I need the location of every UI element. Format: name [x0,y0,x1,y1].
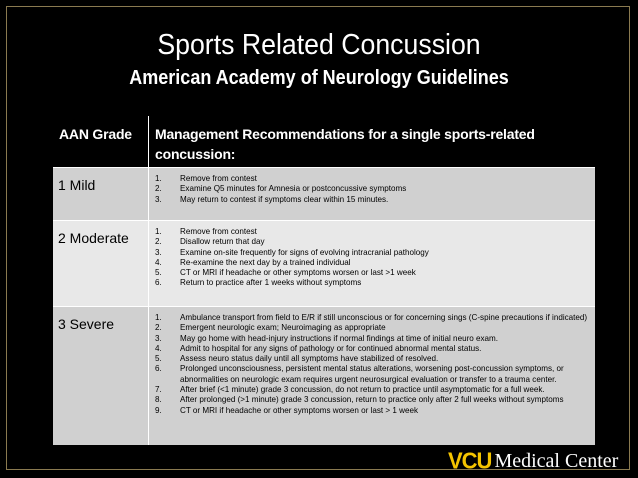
item-text: After prolonged (>1 minute) grade 3 concussion, return to practice only after 2 full weeks without symptoms [180,395,564,405]
item-text: Remove from contest [180,174,257,183]
item-number: 3. [155,194,162,204]
item-number: 8. [155,395,162,405]
item-number: 5. [155,268,162,278]
list-item [155,248,591,258]
grade-label: 2 Moderate [58,230,129,246]
list-item [155,395,591,405]
item-text: May go home with head-injury instructions if normal findings at time of initial neuro exam. [180,333,499,343]
grade-label: 1 Mild [58,177,96,193]
list-item [155,268,591,278]
item-number: 6. [155,278,162,288]
item-text: Assess neuro status daily until all symptoms have stabilized of resolved. [180,354,439,364]
item-text: Re-examine the next day by a trained individual [180,257,351,267]
recommendations-list [155,313,591,416]
recommendations-list [155,174,591,205]
item-number: 1. [155,174,162,183]
grade-cell [53,307,148,445]
header-recommendations-cell [149,116,595,167]
list-item [155,385,591,395]
list-item [155,313,591,323]
item-text: Examine Q5 minutes for Amnesia or postconcussive symptoms [180,184,407,194]
recommendations-cell [149,307,595,445]
item-number: 2. [155,237,162,247]
item-text: May return to contest if symptoms clear within 15 minutes. [180,194,389,204]
recommendations-list [155,227,591,289]
item-text: Ambulance transport from field to E/R if still unconscious or for concerning sings (C-spine precautions if indicated) [180,313,588,322]
slide-subtitle: American Academy of Neurology Guidelines [129,67,509,89]
item-number: 4. [155,343,162,353]
header-recommendations-label: Management Recommendations for a single sports-related concussion: [155,126,535,162]
grade-cell [53,221,148,306]
list-item [155,278,591,288]
item-text: Remove from contest [180,227,257,236]
guidelines-table [53,116,595,445]
item-number: 2. [155,184,162,194]
list-item [155,334,591,344]
item-text: Emergent neurologic exam; Neuroimaging as appropriate [180,323,386,333]
item-number: 3. [155,333,162,343]
item-number: 3. [155,247,162,257]
item-number: 2. [155,323,162,333]
list-item [155,174,591,184]
list-item [155,344,591,354]
list-item [155,237,591,247]
slide-title: Sports Related Concussion [157,29,481,61]
item-number: 5. [155,354,162,364]
logo-brand: VCU [448,447,492,474]
item-number: 6. [155,364,162,374]
grade-label: 3 Severe [58,316,115,332]
item-number: 1. [155,313,162,322]
item-text: Admit to hospital for any signs of pathology or for continued abnormal mental status. [180,343,482,353]
list-item [155,227,591,237]
header-grade-label: AAN Grade [59,126,132,142]
list-item [155,184,591,194]
logo-name: Medical Center [494,450,619,472]
item-text: CT or MRI if headache or other symptoms worsen or last > 1 week [180,405,419,415]
item-text: Disallow return that day [180,237,265,247]
item-number: 7. [155,385,162,395]
item-text: After brief (<1 minute) grade 3 concussion, do not return to practice until asymptomatic for a full week. [180,385,545,395]
item-number: 4. [155,257,162,267]
item-text: Return to practice after 1 weeks without symptoms [180,278,362,288]
list-item [155,258,591,268]
list-item [155,364,591,385]
header-grade-cell [53,116,148,167]
list-item [155,323,591,333]
item-number: 9. [155,405,162,415]
list-item [155,195,591,205]
grade-cell [53,168,148,220]
list-item [155,406,591,416]
list-item [155,354,591,364]
item-text: Prolonged unconsciousness, persistent mental status alterations, worsening post-concussion symptoms, or abnormalities on neurologic exam requires urgent neurosurgical evaluation or transfer to a trauma center. [180,364,564,384]
item-text: CT or MRI if headache or other symptoms worsen or last >1 week [180,268,416,278]
vcu-medical-center-logo [448,448,618,472]
item-text: Examine on-site frequently for signs of evolving intracranial pathology [180,247,429,257]
item-number: 1. [155,227,162,236]
recommendations-cell [149,168,595,220]
recommendations-cell [149,221,595,306]
